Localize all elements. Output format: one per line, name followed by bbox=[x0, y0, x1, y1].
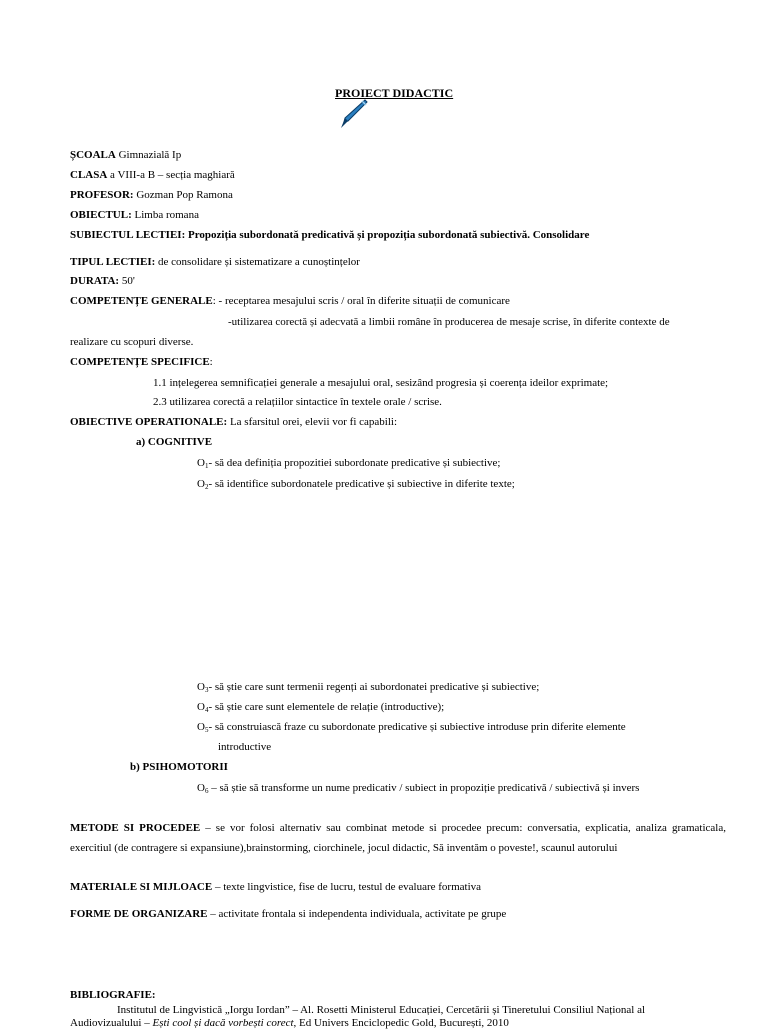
scoala-line bbox=[70, 149, 181, 162]
obiectul-line bbox=[70, 209, 199, 222]
bibliografie-book-title: Ești cool și dacă vorbești corect bbox=[152, 1017, 294, 1029]
objective-o1-sub: 1 bbox=[204, 462, 209, 470]
bibliografie-entry-line1: Institutul de Lingvistică „Iorgu Iordan” – Al. Rosetti Ministerul Educației, Cercetării și Tineretului Consiliul Național al bbox=[117, 1004, 646, 1016]
objective-o5-text: - să construiască fraze cu subordonate predicative și subiective introduse prin diferite elemente bbox=[208, 721, 626, 733]
durata-line bbox=[70, 275, 135, 288]
materiale-label: MATERIALE SI MIJLOACE bbox=[70, 881, 213, 893]
metode-text: – se vor folosi alternativ sau combinat metode si procedee precum: conversatia, explicatia, analiza gramaticala, exercitiul (de contragere si expansiune),brainstorming, ciorchinele, jocul didactic, Să inventăm o poveste!, scaunul autorului bbox=[70, 822, 726, 854]
objective-o1 bbox=[197, 457, 500, 473]
materiale-text: – texte lingvistice, fise de lucru, testul de evaluare formativa bbox=[212, 881, 482, 893]
objective-o3 bbox=[197, 681, 539, 697]
objective-o4-text: - să știe care sunt elementele de relație (introductive); bbox=[208, 701, 445, 713]
bibliografie-entry-prefix: Audiovizualului – bbox=[70, 1017, 153, 1029]
bibliografie-heading: BIBLIOGRAFIE: bbox=[70, 989, 156, 1001]
objective-o6 bbox=[197, 782, 639, 798]
metode-paragraph bbox=[70, 818, 726, 858]
objective-o3-text: - să știe care sunt termenii regenți ai subordonatei predicative și subiective; bbox=[208, 681, 540, 693]
objective-o1-letter: O bbox=[197, 457, 205, 469]
obiectul-label: OBIECTUL: bbox=[70, 209, 132, 221]
profesor-label: PROFESOR: bbox=[70, 189, 134, 201]
obiective-label: OBIECTIVE OPERATIONALE: bbox=[70, 416, 228, 428]
forme-line bbox=[70, 908, 506, 921]
bibliografie-entry-suffix: , Ed Univers Enciclopedic Gold, București, 2010 bbox=[293, 1017, 509, 1029]
durata-value: 50' bbox=[121, 275, 135, 287]
competente-specifice-item2: 2.3 utilizarea corectă a relațiilor sintactice în textele orale / scrise. bbox=[153, 396, 442, 408]
objective-o6-text: – să știe să transforme un nume predicativ / subiect in propoziție predicativă / subiectivă și invers bbox=[208, 782, 640, 794]
competente-generale-item2: -utilizarea corectă și adecvată a limbii române în producerea de mesaje scrise, în diferite contexte de bbox=[228, 316, 670, 328]
profesor-value: Gozman Pop Ramona bbox=[136, 189, 233, 201]
objective-o4-sub: 4 bbox=[204, 706, 209, 714]
objective-o5-letter: O bbox=[197, 721, 205, 733]
competente-specifice-item1: 1.1 ințelegerea semnificației generale a mesajului oral, sesizând progresia și coerența ideilor exprimate; bbox=[153, 377, 609, 389]
objective-o4 bbox=[197, 701, 444, 717]
materiale-line bbox=[70, 881, 481, 894]
objective-o2-text: - să identifice subordonatele predicative și subiective in diferite texte; bbox=[208, 478, 515, 490]
document-title: PROIECT DIDACTIC bbox=[335, 86, 454, 100]
psihomotorii-heading: b) PSIHOMOTORII bbox=[130, 761, 228, 773]
competente-generale-line bbox=[70, 295, 510, 308]
competente-specifice-line bbox=[70, 356, 213, 369]
objective-o2-letter: O bbox=[197, 478, 205, 490]
durata-label: DURATA: bbox=[70, 275, 120, 287]
objective-o2-sub: 2 bbox=[204, 483, 209, 491]
obiective-intro: La sfarsitul orei, elevii vor fi capabili: bbox=[229, 416, 398, 428]
tipul-value: de consolidare și sistematizare a cunoștințelor bbox=[158, 256, 360, 268]
competente-specifice-label: COMPETENȚE SPECIFICE bbox=[70, 356, 210, 368]
subiectul-label: SUBIECTUL LECTIEI: bbox=[70, 229, 186, 241]
objective-o1-text: - să dea definiția propozitiei subordonate predicative și subiective; bbox=[208, 457, 501, 469]
objective-o3-sub: 3 bbox=[204, 686, 209, 694]
scoala-label: ȘCOALA bbox=[70, 149, 116, 161]
forme-label: FORME DE ORGANIZARE bbox=[70, 908, 208, 920]
objective-o5-cont: introductive bbox=[218, 741, 272, 753]
subiectul-line bbox=[70, 229, 589, 242]
objective-o5 bbox=[197, 721, 626, 737]
objective-o2 bbox=[197, 478, 515, 494]
fountain-pen-icon bbox=[336, 98, 368, 130]
competente-generale-item1: : - receptarea mesajului scris / oral în diferite situații de comunicare bbox=[212, 295, 510, 307]
obiectul-value: Limba romana bbox=[134, 209, 199, 221]
competente-specifice-colon: : bbox=[209, 356, 213, 368]
competente-generale-item2-cont: realizare cu scopuri diverse. bbox=[70, 336, 194, 348]
subiectul-value: Propoziția subordonată predicativă și propoziția subordonată subiectivă. Consolidare bbox=[188, 229, 590, 241]
objective-o6-letter: O bbox=[197, 782, 205, 794]
obiective-line bbox=[70, 416, 397, 429]
objective-o5-sub: 5 bbox=[204, 726, 209, 734]
objective-o3-letter: O bbox=[197, 681, 205, 693]
clasa-line bbox=[70, 169, 235, 182]
forme-text: – activitate frontala si independenta individuala, activitate pe grupe bbox=[207, 908, 507, 920]
objective-o6-sub: 6 bbox=[204, 787, 209, 795]
cognitive-heading: a) COGNITIVE bbox=[136, 436, 213, 448]
tipul-label: TIPUL LECTIEI: bbox=[70, 256, 156, 268]
scoala-value: Gimnazială Ip bbox=[118, 149, 182, 161]
clasa-label: CLASA bbox=[70, 169, 108, 181]
objective-o4-letter: O bbox=[197, 701, 205, 713]
tipul-line bbox=[70, 256, 360, 269]
metode-label: METODE SI PROCEDEE bbox=[70, 822, 201, 834]
profesor-line bbox=[70, 189, 233, 202]
competente-generale-label: COMPETENȚE GENERALE bbox=[70, 295, 213, 307]
clasa-value: a VIII-a B – secția maghiară bbox=[110, 169, 235, 181]
